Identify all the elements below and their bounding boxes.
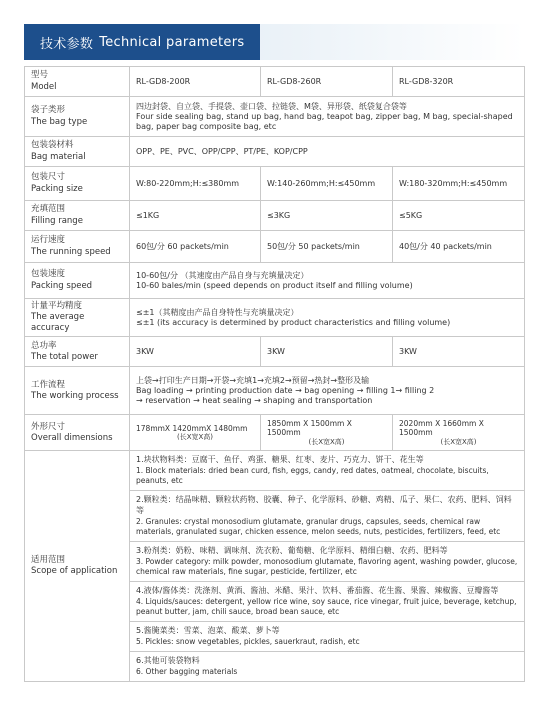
label-filling-range: 充填范围 Filling range (25, 201, 130, 231)
dimensions-1: 178mmX 1420mmX 1480mm (长X宽X高) (130, 415, 261, 451)
section-title (24, 24, 260, 60)
packing-size-2: W:140-260mm;H:≤450mm (261, 167, 393, 201)
row-running-speed (25, 231, 525, 263)
running-speed-1: 60包/分 60 packets/min (130, 231, 261, 263)
label-total-power: 总功率 The total power (25, 337, 130, 367)
filling-range-1: ≤1KG (130, 201, 261, 231)
parameters-table (24, 66, 525, 682)
model-1: RL-GD8-200R (130, 67, 261, 97)
title-en: Technical parameters (99, 34, 245, 50)
row-packing-speed (25, 263, 525, 299)
filling-range-2: ≤3KG (261, 201, 393, 231)
row-application (25, 451, 525, 682)
model-3: RL-GD8-320R (393, 67, 525, 97)
row-bag-material (25, 137, 525, 167)
packing-size-3: W:180-320mm;H:≤450mm (393, 167, 525, 201)
title-zh: 技术参数 (40, 36, 94, 52)
total-power-3: 3KW (393, 337, 525, 367)
label-accuracy: 计量平均精度 The average accuracy (25, 299, 130, 337)
application-item-1: 1.块状物料类：豆腐干、鱼仔、鸡蛋、糖果、红枣、麦片、巧克力、饼干、花生等 1. Block materials: dried bean curd, fish, eggs, candy, red dates, oatmeal, chocolate, biscuits, peanuts, etc (130, 451, 524, 491)
total-power-1: 3KW (130, 337, 261, 367)
packing-speed-value: 10-60包/分 （其速度由产品自身与充填量决定） 10-60 bales/min (speed depends on product itself and filling volume) (130, 263, 525, 299)
row-model (25, 67, 525, 97)
row-working-process (25, 367, 525, 415)
application-item-3: 3.粉剂类：奶粉、味精、调味剂、洗衣粉、葡萄糖、化学原料、精细白糖、农药、肥料等 3. Powder category: milk powder, monosodium glutamate, flavoring agent, washing powder, glucose, chemical raw materials, fine sugar, pesticide, fertilizer, etc (130, 542, 524, 582)
row-bag-type (25, 97, 525, 137)
running-speed-3: 40包/分 40 packets/min (393, 231, 525, 263)
model-2: RL-GD8-260R (261, 67, 393, 97)
accuracy-value: ≤±1（其精度由产品自身特性与充填量决定） ≤±1 (its accuracy is determined by product characteristics and filling volume) (130, 299, 525, 337)
label-application: 适用范围 Scope of application (25, 451, 130, 682)
application-item-6: 6.其他可装袋物料 6. Other bagging materials (136, 656, 238, 676)
bag-material-value: OPP、PE、PVC、OPP/CPP、PT/PE、KOP/CPP (130, 137, 525, 167)
running-speed-2: 50包/分 50 packets/min (261, 231, 393, 263)
label-running-speed: 运行速度 The running speed (25, 231, 130, 263)
label-dimensions: 外形尺寸 Overall dimensions (25, 415, 130, 451)
label-working-process: 工作流程 The working process (25, 367, 130, 415)
total-power-2: 3KW (261, 337, 393, 367)
application-item-5: 5.酱腌菜类：雪菜、泡菜、酸菜、萝卜等 5. Pickles: snow vegetables, pickles, sauerkraut, radish, etc (130, 622, 524, 652)
application-value (130, 451, 525, 682)
dimensions-3: 2020mm X 1660mm X 1500mm (长X宽X高) (393, 415, 525, 451)
label-bag-type: 袋子类形 The bag type (25, 97, 130, 137)
filling-range-3: ≤5KG (393, 201, 525, 231)
packing-size-1: W:80-220mm;H:≤380mm (130, 167, 261, 201)
label-packing-speed: 包装速度 Packing speed (25, 263, 130, 299)
application-item-4: 4.液体/酱体类：洗涤剂、黄酒、酱油、米醋、果汁、饮料、番茄酱、花生酱、果酱、辣椒酱、豆瓣酱等 4. Liquids/sauces: detergent, yellow rice wine, soy sauce, rice vinegar, fruit juice, beverage, ketchup, peanut butter, jam, chili sauce, broad bean sauce, etc (130, 582, 524, 622)
working-process-value: 上袋→打印生产日期→开袋→充填1→充填2→预留→热封→整形及输 Bag loading → printing production date → bag opening → filling 1→ filling 2 → reservation → heat sealing → shaping and transportation (130, 367, 525, 415)
bag-type-value: 四边封袋、自立袋、手提袋、壶口袋、拉链袋、M袋、异形袋、纸袋复合袋等 Four side sealing bag, stand up bag, hand bag, teapot bag, zipper bag, M bag, special-shaped bag, paper bag composite bag, etc (130, 97, 525, 137)
row-dimensions (25, 415, 525, 451)
dimensions-2: 1850mm X 1500mm X 1500mm (长X宽X高) (261, 415, 393, 451)
row-filling-range (25, 201, 525, 231)
label-model: 型号 Model (25, 67, 130, 97)
row-packing-size (25, 167, 525, 201)
application-item-2: 2.颗粒类：结晶味精、颗粒状药物、胶囊、种子、化学原料、砂糖、鸡精、瓜子、果仁、农药、肥料、饲料等 2. Granules: crystal monosodium glutamate, granular drugs, capsules, seeds, chemical raw materials, granulated sugar, chicken essence, melon seeds, nuts, pesticides, fertilizers, feed, etc (130, 491, 524, 542)
row-total-power (25, 337, 525, 367)
label-bag-material: 包装袋材料 Bag material (25, 137, 130, 167)
row-accuracy (25, 299, 525, 337)
label-packing-size: 包装尺寸 Packing size (25, 167, 130, 201)
